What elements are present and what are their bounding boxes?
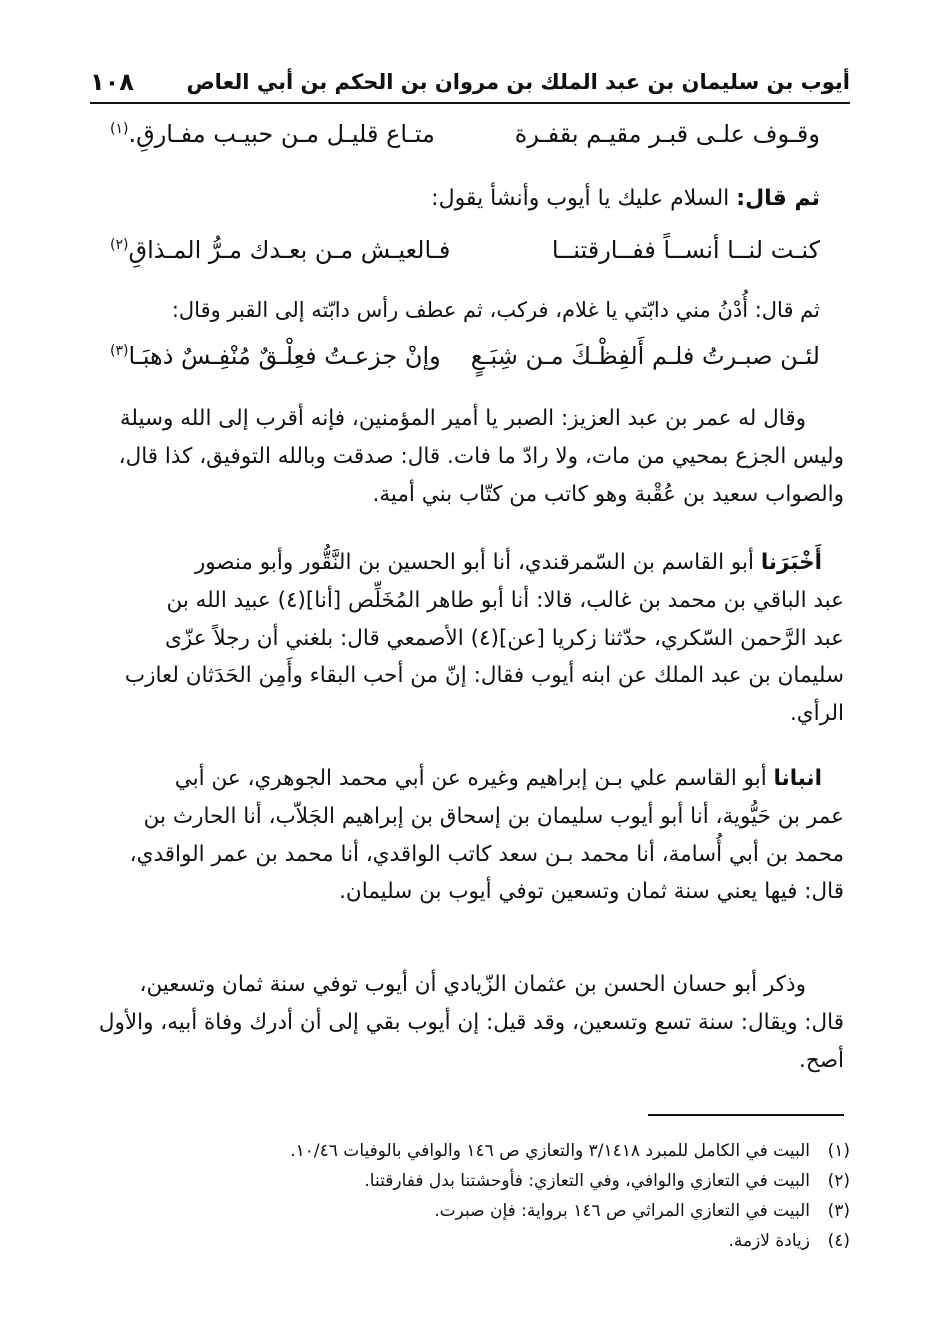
footnote-ref: (٣) (110, 343, 129, 359)
footnote-ref: (٢) (110, 237, 129, 253)
mount-line: ثم قال: أُدْنُ مني دابّتي يا غلام، فركب، ثم عطف رأس دابّته إلى القبر وقال: (171, 298, 820, 322)
verse-1-second-hemistich: متـاع قليـل مـن حبيـب مفـارقِ.$^{(١)}$ (110, 120, 435, 148)
footnote: (٢) البيت في التعازي والوافي، وفي التعازي: فأوحشتنا بدل ففارقتنا. (364, 1171, 850, 1191)
verse-3-second-hemistich: وإنْ جزعـتُ فعِلْـقٌ مُنْفِـسٌ ذهبَـا$^{(٣)}$ (110, 342, 441, 370)
verse-2 (110, 236, 820, 264)
paragraph-akhbarana: أَخْبَرَنا أبو القاسم بن السّمرقندي، أنا أبو الحسين بن النَّقُّور وأبو منصور عبد الباقي بن محمد بن غالب، قالا: أنا أبو طاهر المُخَلِّص [أنا](٤) عبيد الله بن عبد الرَّحمن السّكري، حدّثنا زكريا [عن](٤) الأصمعي قال: بلغني أن رجلاً عزّى سليمان بن عبد الملك عن ابنه أيوب فقال: إنّ من أحب البقاء وأَمِن الحَدَثان لعازب الرأي. (124, 550, 844, 727)
page-number: ١٠٨ (90, 68, 134, 96)
isnad-lead: أَخْبَرَنا (760, 550, 822, 575)
isnad-lead: انبانا (773, 766, 822, 791)
intro-lead: ثم قال: (736, 186, 820, 211)
footnote: (٣) البيت في التعازي المراثي ص ١٤٦ برواية: فإن صبرت. (434, 1201, 850, 1221)
page-header (90, 62, 850, 104)
running-title: أيوب بن سليمان بن عبد الملك بن مروان بن الحكم بن أبي العاص (186, 70, 850, 94)
footnote-ref: (١) (110, 121, 129, 137)
footnote: (٤) زيادة لازمة. (728, 1231, 850, 1251)
paragraph-ziyadi: وذكر أبو حسان الحسن بن عثمان الزّيادي أن أيوب توفي سنة ثمان وتسعين، قال: ويقال: سنة تسع وتسعين، وقد قيل: إن أيوب بقي إلى أن أدرك وفاة أبيه، والأول أصح. (98, 972, 844, 1073)
verse-1-first-hemistich: وقـوف علـى قبـر مقيـم بقفـرة (514, 120, 820, 148)
verse-2-first-hemistich: كنـت لنــا أنســاً ففــارقتنــا (551, 236, 820, 264)
footnotes (200, 1136, 850, 1256)
paragraph-anbana: انبانا أبو القاسم علي بـن إبراهيم وغيره عن أبي محمد الجوهري، عن أبي عمر بن حَيُّوية، أنا أبو أيوب سليمان بن إسحاق بن إبراهيم الجَلاّب، أنا الحارث بن محمد بن أبي أُسامة، أنا محمد بـن سعد كاتب الواقدي، أنا محمد بن عمر الواقدي، قال: فيها يعني سنة ثمان وتسعين توفي أيوب بن سليمان. (129, 766, 844, 905)
paragraph-umar: وقال له عمر بن عبد العزيز: الصبر يا أمير المؤمنين، فإنه أقرب إلى الله وسيلة وليس الجزع بمحيي من مات، ولا رادّ ما فات. قال: صدقت وبالله التوفيق، كذا قال، والصواب سعيد بن عُقْبة وهو كاتب من كتّاب بني أمية. (118, 406, 844, 507)
verse-3-first-hemistich: لئـن صبـرتُ فلـم أَلفِظْـكَ مـن شِبَـعٍ (470, 342, 820, 370)
verse-1 (110, 120, 820, 148)
intro-rest: السلام عليك يا أيوب وأنشأ يقول: (431, 186, 730, 211)
verse-3 (110, 342, 820, 370)
intro-line (380, 180, 820, 218)
verse-2-second-hemistich: فـالعيـش مـن بعـدك مـرُّ المـذاقِ$^{(٢)}$ (110, 236, 451, 264)
footnote-separator (648, 1114, 844, 1116)
footnote: (١) البيت في الكامل للمبرد ٣/١٤١٨ والتعازي ص ١٤٦ والوافي بالوفيات ١٠/٤٦. (290, 1141, 850, 1161)
